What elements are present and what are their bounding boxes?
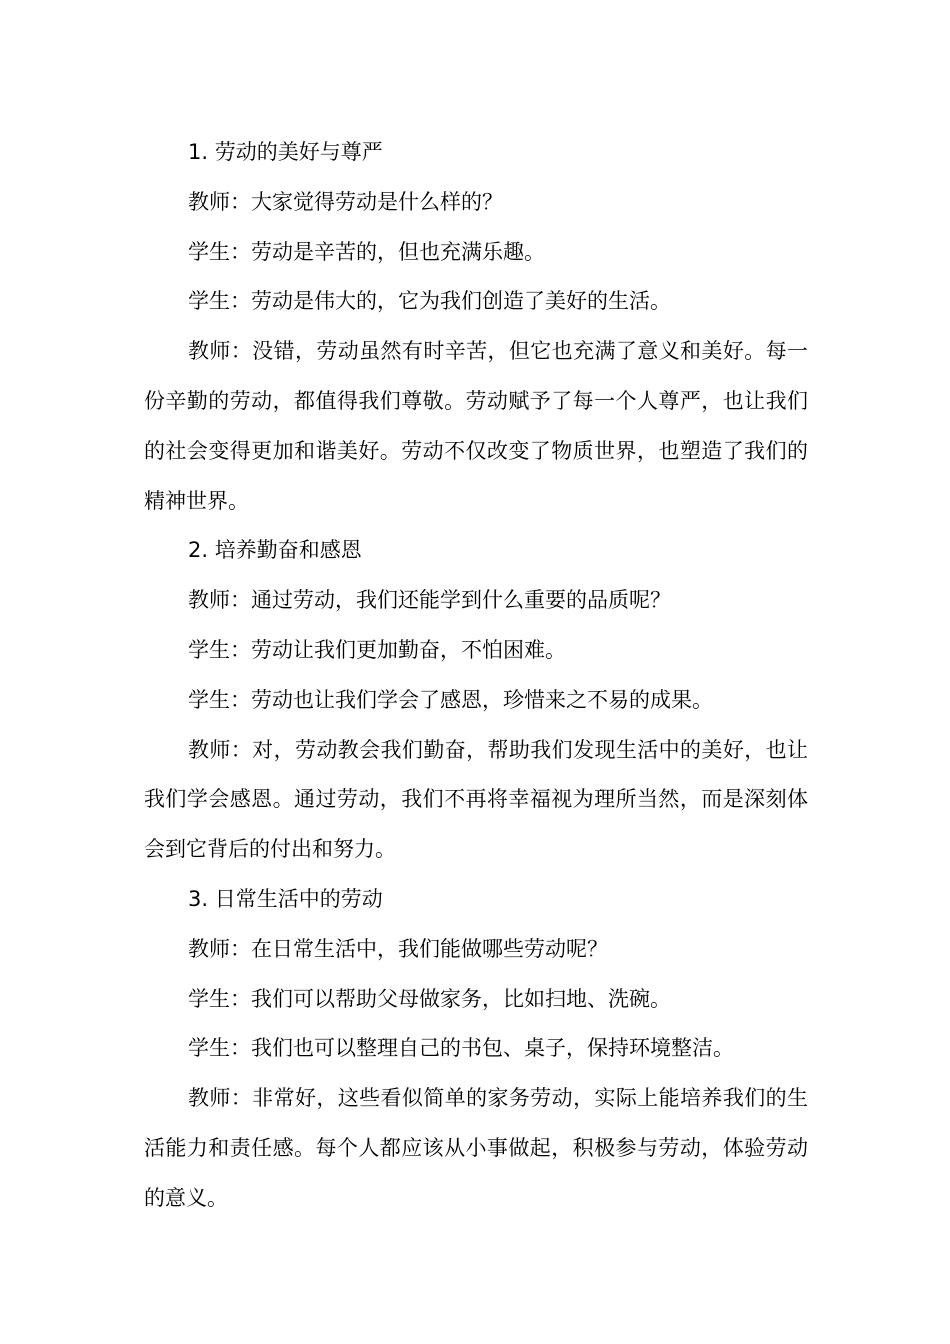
student-answer: 学生：我们也可以整理自己的书包、桌子，保持环境整洁。 [188, 1036, 734, 1061]
teacher-summary: 教师：非常好，这些看似简单的家务劳动，实际上能培养我们的生活能力和责任感。每个人都应该从小事做起，积极参与劳动，体验劳动的意义。 [144, 1086, 808, 1210]
student-answer: 学生：劳动也让我们学会了感恩，珍惜来之不易的成果。 [188, 687, 713, 712]
teacher-question: 教师：通过劳动，我们还能学到什么重要的品质呢？ [188, 588, 671, 613]
student-answer: 学生：劳动是伟大的，它为我们创造了美好的生活。 [188, 289, 671, 314]
student-answer: 学生：劳动让我们更加勤奋，不怕困难。 [188, 637, 566, 662]
section-heading-3: 3. 日常生活中的劳动 [188, 886, 383, 911]
section-heading-1: 1. 劳动的美好与尊严 [188, 140, 383, 164]
teacher-summary: 教师：对，劳动教会我们勤奋，帮助我们发现生活中的美好，也让我们学会感恩。通过劳动，我们不再将幸福视为理所当然，而是深刻体会到它背后的付出和努力。 [144, 737, 808, 862]
document-body [144, 128, 808, 1224]
teacher-summary: 教师：没错，劳动虽然有时辛苦，但它也充满了意义和美好。每一份辛勤的劳动，都值得我们尊敬。劳动赋予了每一个人尊严，也让我们的社会变得更加和谐美好。劳动不仅改变了物质世界，也塑造了我们的精神世界。 [144, 339, 808, 513]
student-answer: 学生：我们可以帮助父母做家务，比如扫地、洗碗。 [188, 986, 671, 1011]
section-heading-2: 2. 培养勤奋和感恩 [188, 538, 362, 563]
teacher-question: 教师：在日常生活中，我们能做哪些劳动呢？ [188, 936, 608, 961]
teacher-question: 教师：大家觉得劳动是什么样的？ [188, 189, 503, 214]
student-answer: 学生：劳动是辛苦的，但也充满乐趣。 [188, 239, 545, 264]
